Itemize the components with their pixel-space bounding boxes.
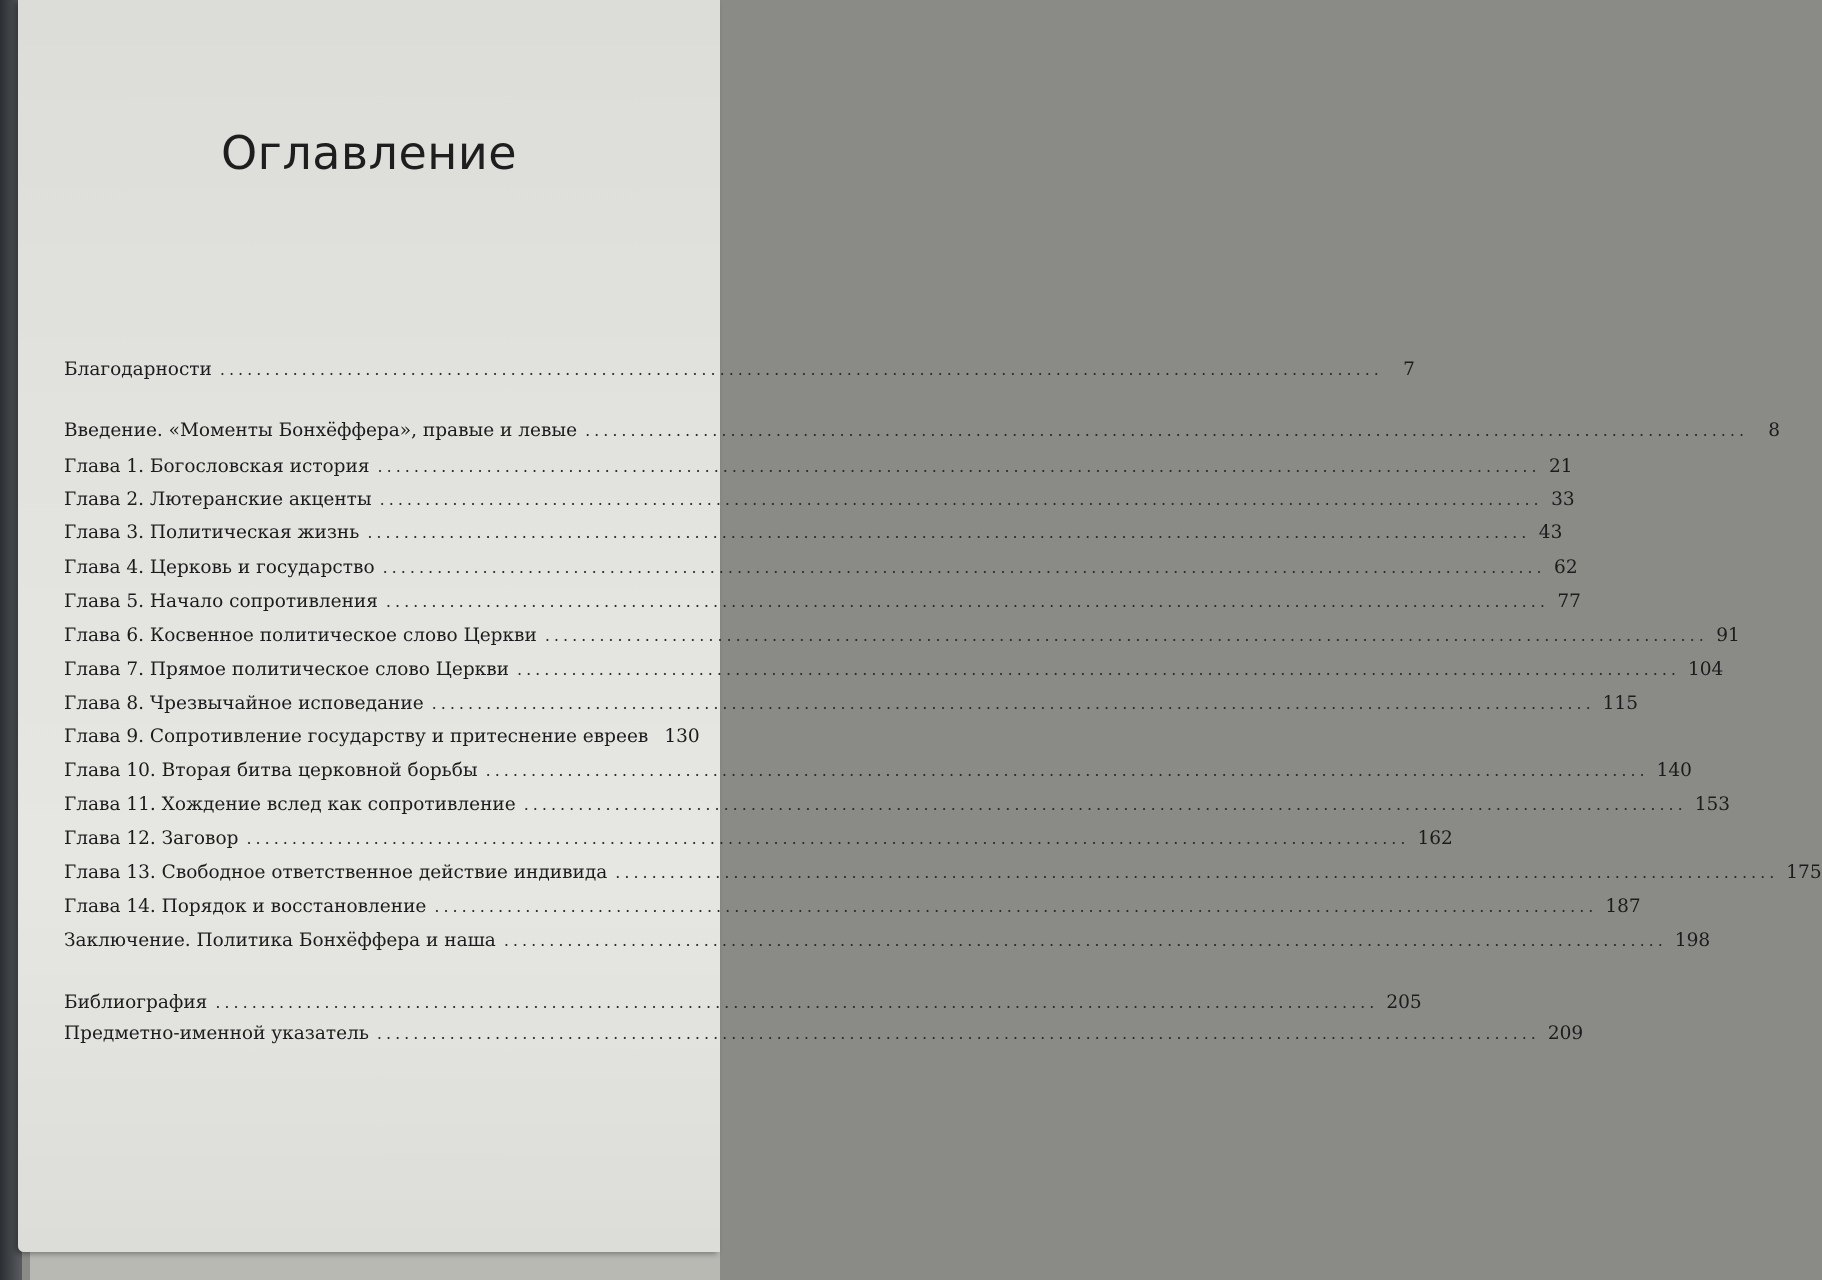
toc-entry (64, 587, 1581, 617)
table-of-contents (18, 0, 1822, 1100)
toc-entry-label: Глава 3. Политическая жизнь (64, 522, 360, 543)
toc-entry (64, 355, 1415, 385)
toc-entry-label: Глава 6. Косвенное политическое слово Церкви (64, 625, 537, 646)
toc-entry-page: 7 (1403, 359, 1415, 380)
toc-entry-label: Глава 12. Заговор (64, 828, 239, 849)
toc-leader-dots: ................................................................................................................................ (382, 558, 1546, 577)
toc-entry-page: 8 (1768, 420, 1781, 441)
toc-entry-page: 130 (664, 726, 700, 747)
toc-entry-page: 21 (1548, 456, 1573, 477)
toc-entry-page: 91 (1716, 625, 1740, 646)
toc-entry-page: 104 (1688, 659, 1724, 680)
toc-entry (64, 824, 1453, 854)
toc-entry-label: Глава 2. Лютеранские акценты (64, 489, 372, 510)
toc-leader-dots: ................................................................................................................................ (367, 523, 1531, 542)
toc-leader-dots: ................................................................................................................................ (434, 897, 1598, 916)
toc-leader-dots: ................................................................................................................................ (517, 660, 1680, 679)
page-title: Оглавление (220, 126, 518, 180)
toc-leader-dots: ................................................................................................................................ (523, 795, 1687, 814)
toc-entry-page: 209 (1547, 1023, 1584, 1044)
toc-leader-dots: ................................................................................................................................ (615, 863, 1779, 882)
toc-entry (64, 518, 1563, 548)
toc-leader-dots: ................................................................................................................................ (215, 993, 1379, 1012)
toc-entry-label: Глава 9. Сопротивление государству и притеснение евреев (64, 726, 649, 747)
toc-entry-page: 187 (1605, 896, 1641, 917)
toc-entry (64, 790, 1731, 820)
toc-entry-page: 162 (1417, 828, 1453, 849)
toc-leader-dots: ................................................................................................................................ (377, 457, 1541, 476)
toc-leader-dots: ................................................................................................................................ (503, 931, 1667, 950)
toc-entry-label: Глава 5. Начало сопротивления (64, 591, 378, 612)
toc-entry-page: 115 (1602, 693, 1638, 714)
toc-entry-label: Глава 11. Хождение вслед как сопротивление (64, 794, 516, 815)
toc-entry-label: Глава 1. Богословская история (64, 456, 370, 477)
toc-leader-dots: ................................................................................................................................ (376, 1024, 1540, 1043)
toc-entry-label: Глава 8. Чрезвычайное исповедание (64, 693, 424, 714)
next-page-edge (30, 1250, 720, 1280)
toc-entry-page: 175 (1786, 862, 1822, 883)
toc-entry (64, 452, 1573, 482)
toc-entry-label: Глава 13. Свободное ответственное действие индивида (64, 862, 608, 883)
toc-entry (64, 416, 1781, 446)
toc-entry (64, 689, 1638, 719)
toc-entry-label: Глава 10. Вторая битва церковной борьбы (64, 760, 478, 781)
toc-leader-dots: ................................................................................................................................ (385, 592, 1549, 611)
toc-entry-page: 33 (1551, 489, 1575, 510)
toc-entry-page: 43 (1538, 522, 1563, 543)
toc-entry (64, 621, 1740, 651)
toc-entry-page: 153 (1694, 794, 1731, 815)
toc-entry-label: Глава 14. Порядок и восстановление (64, 896, 427, 917)
toc-leader-dots: ................................................................................................................................ (544, 626, 1708, 645)
toc-entry (64, 655, 1724, 685)
toc-leader-dots: ................................................................................................................................ (431, 694, 1595, 713)
toc-entry (64, 892, 1641, 922)
toc-entry-label: Заключение. Политика Бонхёффера и наша (64, 930, 496, 951)
toc-leader-dots: ................................................................................................................................ (379, 490, 1543, 509)
toc-leader-dots: ................................................................................................................................ (246, 829, 1410, 848)
toc-entry (64, 926, 1711, 956)
toc-leader-dots: ................................................................................................................................ (219, 360, 1383, 379)
toc-entry (64, 858, 1822, 888)
toc-entry (64, 722, 700, 752)
toc-entry-page: 77 (1557, 591, 1581, 612)
toc-entry-label: Введение. «Моменты Бонхёффера», правые и левые (64, 420, 578, 441)
toc-entry-label: Благодарности (64, 359, 212, 380)
toc-entry-page: 140 (1656, 760, 1692, 781)
toc-entry-page: 205 (1386, 992, 1422, 1013)
toc-entry (64, 988, 1422, 1018)
book-page (18, 0, 1822, 1252)
toc-entry-label: Предметно-именной указатель (64, 1023, 369, 1044)
toc-entry (64, 553, 1578, 583)
toc-leader-dots: ................................................................................................................................ (585, 421, 1749, 440)
toc-leader-dots: ................................................................................................................................ (485, 761, 1649, 780)
toc-entry-label: Глава 7. Прямое политическое слово Церкви (64, 659, 509, 680)
toc-entry-page: 198 (1674, 930, 1711, 951)
toc-entry-label: Библиография (64, 992, 208, 1013)
toc-entry-label: Глава 4. Церковь и государство (64, 557, 375, 578)
toc-entry (64, 756, 1692, 786)
toc-entry (64, 485, 1575, 515)
toc-entry (64, 1019, 1584, 1049)
toc-entry-page: 62 (1554, 557, 1578, 578)
